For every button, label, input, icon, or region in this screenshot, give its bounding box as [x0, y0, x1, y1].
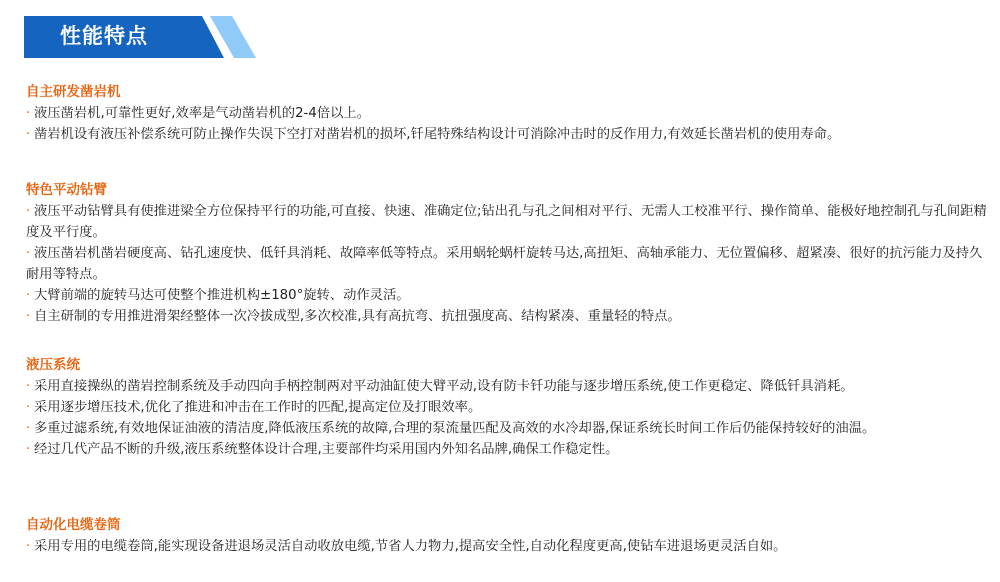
bullet-icon: · [26, 442, 31, 457]
bullet-icon: · [26, 421, 31, 436]
list-item: · 凿岩机设有液压补偿系统可防止操作失误下空打对凿岩机的损坏,钎尾特殊结构设计可消除冲击时的反作用力,有效延长凿岩机的使用寿命。 [26, 124, 988, 145]
list-item: · 多重过滤系统,有效地保证油液的清洁度,降低液压系统的故障,合理的泵流量匹配及高效的水冷却器,保证系统长时间工作后仍能保持较好的油温。 [26, 418, 988, 439]
list-item: · 液压平动钻臂具有使推进梁全方位保持平行的功能,可直接、快速、准确定位;钻出孔与孔之间相对平行、无需人工校准平行、操作简单、能极好地控制孔与孔间距精度及平行度。 [26, 201, 988, 243]
list-item: · 自主研制的专用推进滑架经整体一次冷拔成型,多次校准,具有高抗弯、抗扭强度高、结构紧凑、重量轻的特点。 [26, 306, 988, 327]
section-title: 液压系统 [26, 357, 80, 373]
bullet-icon: · [26, 288, 31, 303]
bullet-icon: · [26, 539, 31, 554]
bullet-icon: · [26, 106, 31, 121]
section-title: 自动化电缆卷筒 [26, 517, 121, 533]
bullet-icon: · [26, 309, 31, 324]
list-item: · 经过几代产品不断的升级,液压系统整体设计合理,主要部件均采用国内外知名品牌,确保工作稳定性。 [26, 439, 988, 460]
bullet-icon: · [26, 127, 31, 142]
bullet-icon: · [26, 246, 31, 261]
bullet-icon: · [26, 379, 31, 394]
list-item: · 大臂前端的旋转马达可使整个推进机构±180°旋转、动作灵活。 [26, 285, 988, 306]
section-boom [26, 180, 988, 327]
section-cable-reel [26, 515, 988, 557]
page-title: 性能特点 [60, 24, 148, 48]
list-item: · 液压凿岩机,可靠性更好,效率是气动凿岩机的2-4倍以上。 [26, 103, 988, 124]
section-title: 特色平动钻臂 [26, 182, 107, 198]
section-hydraulic [26, 355, 988, 460]
list-item: · 采用逐步增压技术,优化了推进和冲击在工作时的匹配,提高定位及打眼效率。 [26, 397, 988, 418]
bullet-icon: · [26, 204, 31, 219]
list-item: · 采用直接操纵的凿岩控制系统及手动四向手柄控制两对平动油缸使大臂平动,设有防卡钎功能与逐步增压系统,使工作更稳定、降低钎具消耗。 [26, 376, 988, 397]
section-rock-drill [26, 82, 988, 145]
list-item: · 采用专用的电缆卷筒,能实现设备进退场灵活自动收放电缆,节省人力物力,提高安全性,自动化程度更高,使钻车进退场更灵活自如。 [26, 536, 988, 557]
section-title: 自主研发凿岩机 [26, 84, 121, 100]
list-item: · 液压凿岩机凿岩硬度高、钻孔速度快、低钎具消耗、故障率低等特点。采用蜗轮蜗杆旋转马达,高扭矩、高轴承能力、无位置偏移、超紧凑、很好的抗污能力及持久耐用等特点。 [26, 243, 988, 285]
bullet-icon: · [26, 400, 31, 415]
